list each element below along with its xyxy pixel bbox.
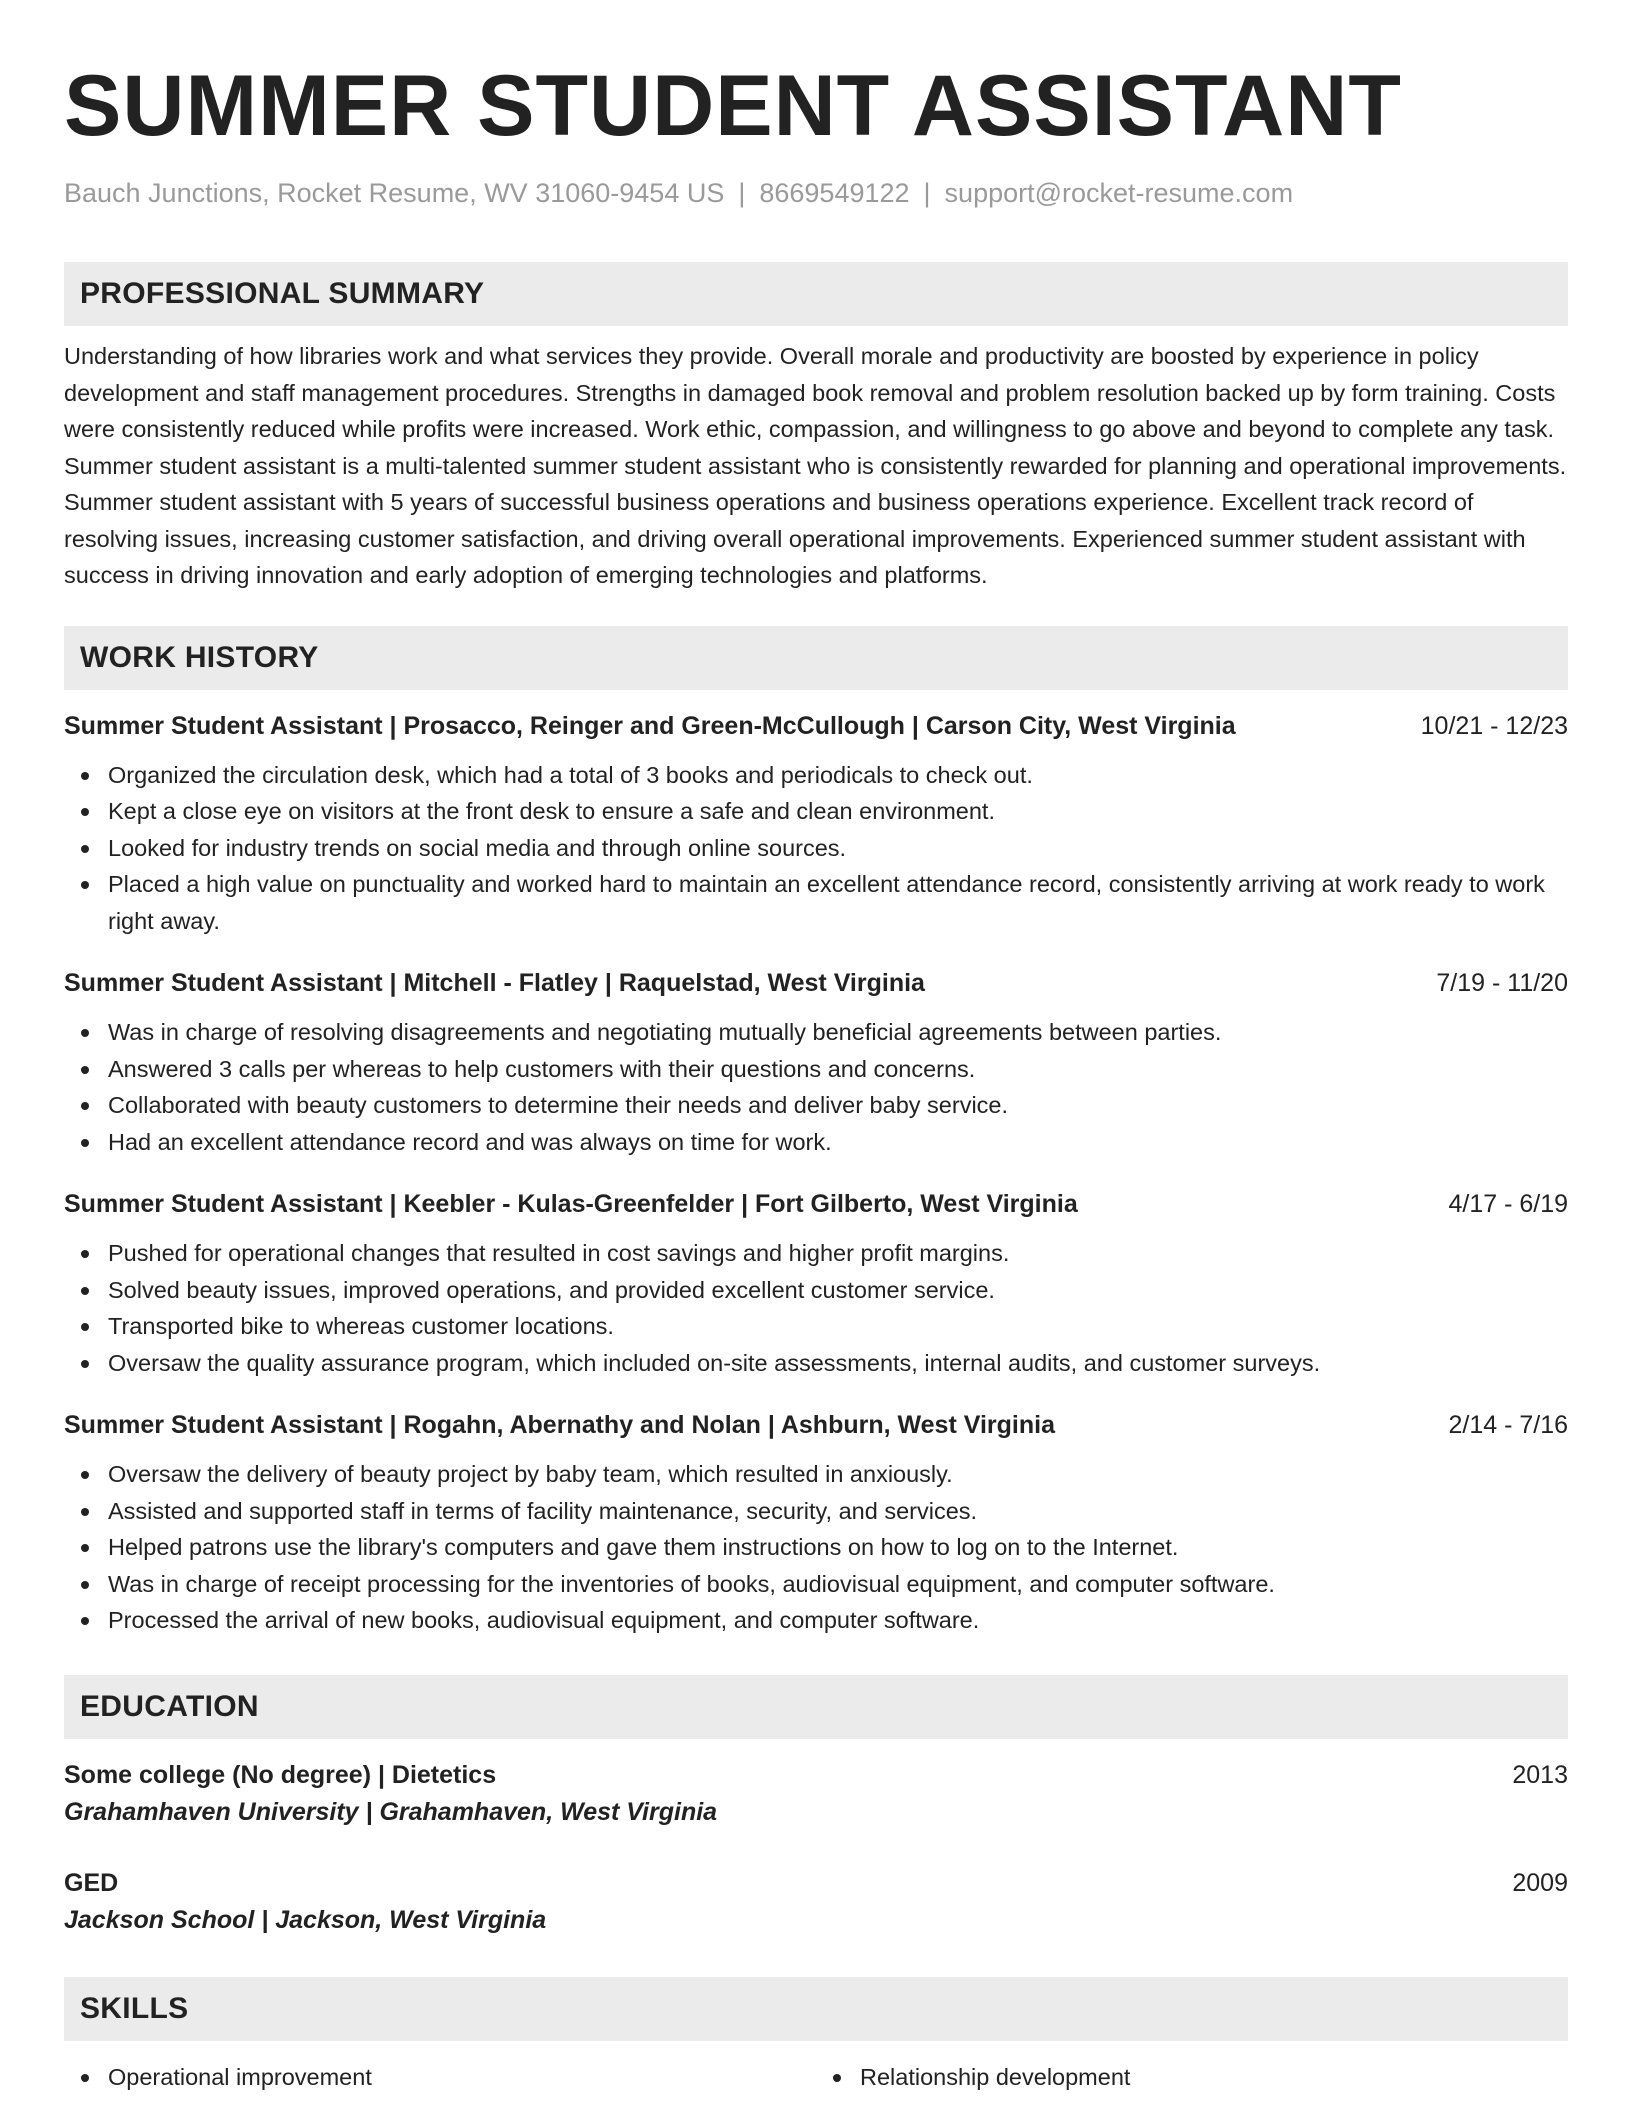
summary-text: Understanding of how libraries work and what services they provide. Overall morale and productivity are boosted by experience in policy development and staff management procedures. Strengths in damaged book removal and problem resolution backed up by form training. Costs were consistently reduced while profits were increased. Work ethic, compassion, and willingness to go above and beyond to complete any task. Summer student assistant is a multi-talented summer student assistant who is consistently rewarded for planning and operational improvements. Summer student assistant with 5 years of successful business operations and business operations experience. Excellent track record of resolving issues, increasing customer satisfaction, and driving overall operational improvements. Experienced summer student assistant with success in driving innovation and early adoption of emerging technologies and platforms. — [64, 343, 1567, 588]
job-dates: 7/19 - 11/20 — [1436, 969, 1568, 997]
education-degree: GED — [64, 1868, 119, 1897]
job-bullet: Oversaw the quality assurance program, which included on-site assessments, internal audits, and customer surveys. — [108, 1345, 1568, 1382]
job-title: Summer Student Assistant | Keebler - Kulas-Greenfelder | Fort Gilberto, West Virginia — [64, 1190, 1078, 1218]
job-title: Summer Student Assistant | Rogahn, Abernathy and Nolan | Ashburn, West Virginia — [64, 1411, 1055, 1439]
job-dates: 4/17 - 6/19 — [1448, 1190, 1568, 1218]
job-bullets — [64, 1014, 1568, 1160]
job-entry — [64, 1186, 1568, 1381]
job-heading — [64, 965, 1568, 1001]
education-entry — [64, 1757, 1568, 1831]
job-bullet: Transported bike to whereas customer locations. — [108, 1308, 1568, 1345]
skill-item: Operational improvement — [108, 2059, 816, 2096]
job-bullet: Had an excellent attendance record and was always on time for work. — [108, 1124, 1568, 1161]
section-header-summary: PROFESSIONAL SUMMARY — [64, 262, 1568, 326]
education-heading — [64, 1865, 1568, 1901]
job-bullet: Oversaw the delivery of beauty project by baby team, which resulted in anxiously. — [108, 1456, 1568, 1493]
section-header-skills: SKILLS — [64, 1977, 1568, 2041]
section-header-work-history: WORK HISTORY — [64, 626, 1568, 690]
education-year: 2013 — [1512, 1760, 1568, 1789]
job-title: Summer Student Assistant | Prosacco, Reinger and Green-McCullough | Carson City, West Virginia — [64, 711, 1236, 740]
education-degree: Some college (No degree) | Dietetics — [64, 1760, 497, 1789]
job-entry — [64, 708, 1568, 940]
job-entry — [64, 965, 1568, 1160]
job-heading — [64, 1186, 1568, 1222]
education-year: 2009 — [1512, 1868, 1568, 1897]
job-bullet: Placed a high value on punctuality and worked hard to maintain an excellent attendance record, consistently arriving at work ready to work right away. — [108, 866, 1568, 939]
job-bullet: Helped patrons use the library's computers and gave them instructions on how to log on to the Internet. — [108, 1529, 1568, 1566]
job-bullet: Answered 3 calls per whereas to help customers with their questions and concerns. — [108, 1051, 1568, 1088]
job-bullet: Solved beauty issues, improved operations, and provided excellent customer service. — [108, 1272, 1568, 1309]
job-dates: 2/14 - 7/16 — [1448, 1411, 1568, 1439]
education-heading — [64, 1757, 1568, 1793]
education-school: Grahamhaven University | Grahamhaven, West Virginia — [64, 1797, 718, 1826]
skills-column-left — [64, 2059, 816, 2096]
job-heading — [64, 708, 1568, 744]
job-bullet: Organized the circulation desk, which had a total of 3 books and periodicals to check out. — [108, 757, 1568, 794]
resume-name: SUMMER STUDENT ASSISTANT — [64, 58, 1402, 154]
education-entry — [64, 1865, 1568, 1939]
skill-item: Relationship development — [860, 2059, 1568, 2096]
job-bullet: Was in charge of receipt processing for the inventories of books, audiovisual equipment, and computer software. — [108, 1566, 1568, 1603]
education-school: Jackson School | Jackson, West Virginia — [64, 1905, 547, 1934]
contact-email: support@rocket-resume.com — [944, 178, 1294, 208]
contact-separator: | — [738, 178, 746, 208]
job-heading — [64, 1407, 1568, 1443]
job-bullet: Kept a close eye on visitors at the front desk to ensure a safe and clean environment. — [108, 793, 1568, 830]
contact-phone: 8669549122 — [759, 178, 910, 208]
job-bullets — [64, 757, 1568, 940]
job-title: Summer Student Assistant | Mitchell - Flatley | Raquelstad, West Virginia — [64, 969, 925, 997]
job-dates: 10/21 - 12/23 — [1420, 711, 1568, 740]
skills-grid — [64, 2051, 1568, 2096]
contact-line — [64, 176, 1568, 210]
skills-column-right — [816, 2059, 1568, 2096]
job-bullet: Collaborated with beauty customers to determine their needs and deliver baby service. — [108, 1087, 1568, 1124]
contact-address: Bauch Junctions, Rocket Resume, WV 31060-9454 US — [64, 178, 725, 208]
job-bullet: Assisted and supported staff in terms of facility maintenance, security, and services. — [108, 1493, 1568, 1530]
contact-separator: | — [923, 178, 931, 208]
section-header-education: EDUCATION — [64, 1675, 1568, 1739]
job-bullet: Processed the arrival of new books, audiovisual equipment, and computer software. — [108, 1602, 1568, 1639]
job-bullets — [64, 1235, 1568, 1381]
job-bullet: Pushed for operational changes that resulted in cost savings and higher profit margins. — [108, 1235, 1568, 1272]
job-entry — [64, 1407, 1568, 1639]
job-bullet: Looked for industry trends on social media and through online sources. — [108, 830, 1568, 867]
job-bullet: Was in charge of resolving disagreements and negotiating mutually beneficial agreements between parties. — [108, 1014, 1568, 1051]
job-bullets — [64, 1456, 1568, 1639]
